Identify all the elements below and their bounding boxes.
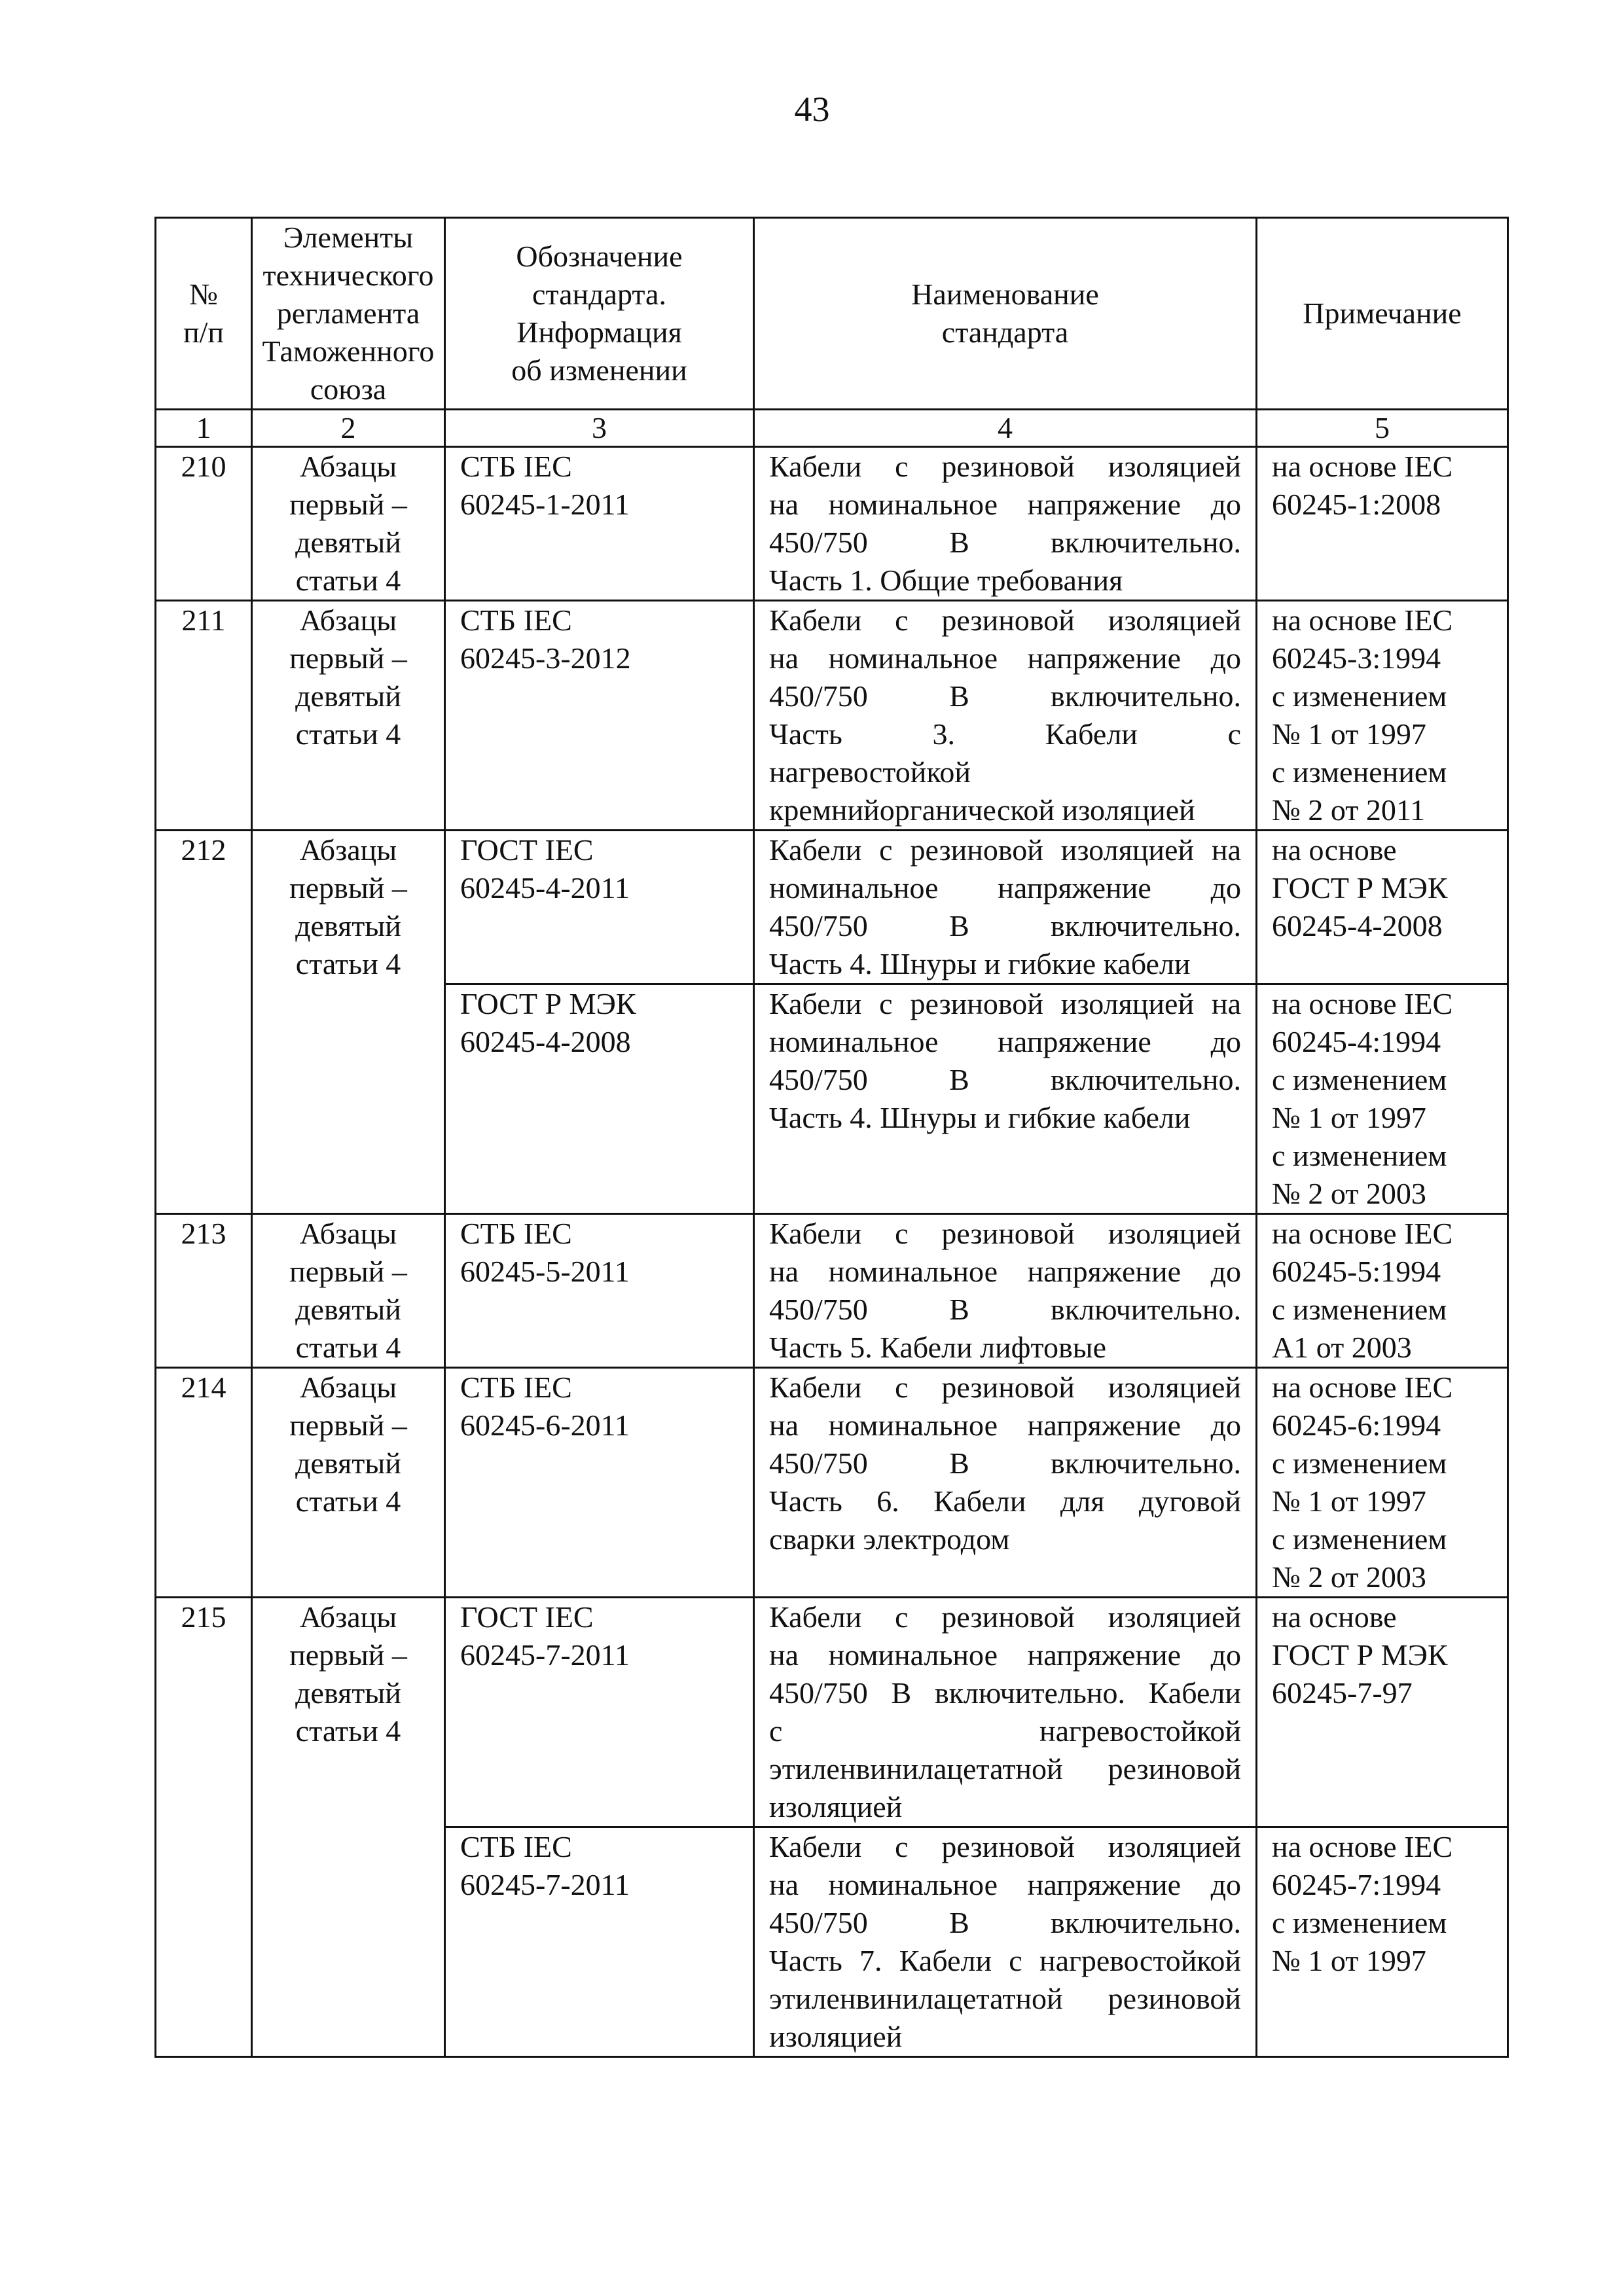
standard-note bbox=[1257, 1827, 1508, 2057]
note-line: № 2 от 2003 bbox=[1272, 1177, 1426, 1210]
row-number: 215 bbox=[156, 1598, 252, 2057]
name-line: на номинальное напряжение до bbox=[769, 1868, 1241, 1901]
column-number: 1 bbox=[156, 410, 252, 447]
name-line: с нагревостойкой bbox=[769, 1714, 1241, 1748]
standard-name bbox=[754, 1827, 1257, 2057]
note-line: № 1 от 1997 bbox=[1272, 1944, 1426, 1977]
name-line: изоляцией bbox=[769, 1790, 903, 1823]
elements-line: Абзацы bbox=[299, 1371, 397, 1404]
note-line: № 2 от 2011 bbox=[1272, 793, 1426, 827]
standard-name bbox=[754, 447, 1257, 601]
note-line: на основе IEC bbox=[1272, 987, 1453, 1020]
elements-line: статьи 4 bbox=[295, 1714, 401, 1748]
name-line: на номинальное напряжение до bbox=[769, 641, 1241, 675]
note-line: ГОСТ Р МЭК bbox=[1272, 1638, 1448, 1672]
note-line: с изменением bbox=[1272, 1906, 1447, 1939]
elements-line: первый – bbox=[289, 1638, 407, 1672]
note-line: на основе IEC bbox=[1272, 1371, 1453, 1404]
header-num bbox=[156, 218, 252, 410]
designation-line: 60245-4-2008 bbox=[460, 1025, 631, 1058]
elements-line: Абзацы bbox=[299, 1600, 397, 1634]
header-elements-line: технического bbox=[262, 259, 434, 292]
name-line: Кабели с резиновой изоляцией bbox=[769, 1371, 1241, 1404]
row-number: 213 bbox=[156, 1214, 252, 1368]
table-row bbox=[156, 1598, 1508, 1827]
note-line: 60245-7-97 bbox=[1272, 1676, 1413, 1710]
header-elements-line: Таможенного bbox=[262, 334, 435, 368]
column-number-row bbox=[156, 410, 1508, 447]
name-line: 450/750 В включительно. bbox=[769, 1293, 1241, 1326]
note-line: 60245-4:1994 bbox=[1272, 1025, 1441, 1058]
name-line: Часть 4. Шнуры и гибкие кабели bbox=[769, 947, 1191, 980]
name-line: этиленвинилацетатной резиновой bbox=[769, 1982, 1241, 2015]
column-number: 2 bbox=[252, 410, 445, 447]
note-line: ГОСТ Р МЭК bbox=[1272, 871, 1448, 905]
designation-line: 60245-1-2011 bbox=[460, 488, 630, 521]
designation-line: 60245-5-2011 bbox=[460, 1255, 630, 1288]
table-row bbox=[156, 831, 1508, 984]
note-line: 60245-6:1994 bbox=[1272, 1408, 1441, 1442]
designation-line: ГОСТ IEC bbox=[460, 833, 594, 867]
standard-name bbox=[754, 601, 1257, 831]
name-line: Кабели с резиновой изоляцией bbox=[769, 1600, 1241, 1634]
name-line: 450/750 В включительно. bbox=[769, 1906, 1241, 1939]
elements-line: первый – bbox=[289, 641, 407, 675]
name-line: Часть 3. Кабели с bbox=[769, 717, 1241, 751]
elements-line: первый – bbox=[289, 1408, 407, 1442]
standard-note bbox=[1257, 1368, 1508, 1598]
name-line: 450/750 В включительно. bbox=[769, 526, 1241, 559]
designation-line: СТБ IEC bbox=[460, 603, 572, 637]
row-number: 211 bbox=[156, 601, 252, 831]
name-line: на номинальное напряжение до bbox=[769, 488, 1241, 521]
name-line: сварки электродом bbox=[769, 1522, 1010, 1556]
elements-line: статьи 4 bbox=[295, 717, 401, 751]
note-line: на основе bbox=[1272, 1600, 1397, 1634]
header-row bbox=[156, 218, 1508, 410]
header-num-line: № bbox=[189, 278, 218, 311]
name-line: Часть 7. Кабели с нагревостойкой bbox=[769, 1944, 1241, 1977]
designation-line: СТБ IEC bbox=[460, 1830, 572, 1863]
page-number: 43 bbox=[794, 90, 830, 129]
name-line: Часть 6. Кабели для дуговой bbox=[769, 1484, 1241, 1518]
designation-line: 60245-4-2011 bbox=[460, 871, 630, 905]
table-row bbox=[156, 1368, 1508, 1598]
table-row bbox=[156, 447, 1508, 601]
table-row bbox=[156, 1214, 1508, 1368]
standard-note bbox=[1257, 831, 1508, 984]
standard-designation bbox=[445, 1598, 754, 1827]
elements-line: статьи 4 bbox=[295, 1484, 401, 1518]
standard-note bbox=[1257, 447, 1508, 601]
header-elements-line: союза bbox=[310, 372, 387, 406]
row-number: 210 bbox=[156, 447, 252, 601]
elements-line: первый – bbox=[289, 871, 407, 905]
header-elements-line: регламента bbox=[276, 296, 420, 330]
note-line: на основе IEC bbox=[1272, 1217, 1453, 1250]
standard-note bbox=[1257, 1598, 1508, 1827]
standard-designation bbox=[445, 1368, 754, 1598]
name-line: на номинальное напряжение до bbox=[769, 1638, 1241, 1672]
note-line: 60245-4-2008 bbox=[1272, 909, 1443, 942]
row-elements bbox=[252, 1214, 445, 1368]
name-line: 450/750 В включительно. bbox=[769, 1446, 1241, 1480]
standard-name bbox=[754, 1214, 1257, 1368]
header-elements-line: Элементы bbox=[283, 221, 414, 254]
name-line: изоляцией bbox=[769, 2020, 903, 2053]
column-number: 5 bbox=[1257, 410, 1508, 447]
name-line: Кабели с резиновой изоляцией bbox=[769, 1217, 1241, 1250]
standard-name bbox=[754, 831, 1257, 984]
name-line: этиленвинилацетатной резиновой bbox=[769, 1752, 1241, 1785]
header-note: Примечание bbox=[1257, 218, 1508, 410]
table-row bbox=[156, 601, 1508, 831]
name-line: номинальное напряжение до bbox=[769, 1025, 1241, 1058]
row-number: 214 bbox=[156, 1368, 252, 1598]
row-elements bbox=[252, 1368, 445, 1598]
elements-line: девятый bbox=[295, 1676, 401, 1710]
elements-line: девятый bbox=[295, 909, 401, 942]
designation-line: 60245-3-2012 bbox=[460, 641, 631, 675]
elements-line: девятый bbox=[295, 679, 401, 713]
elements-line: девятый bbox=[295, 526, 401, 559]
name-line: на номинальное напряжение до bbox=[769, 1408, 1241, 1442]
elements-line: статьи 4 bbox=[295, 564, 401, 597]
elements-line: Абзацы bbox=[299, 1217, 397, 1250]
header-designation-line: стандарта. bbox=[532, 278, 666, 311]
row-number: 212 bbox=[156, 831, 252, 1214]
name-line: Кабели с резиновой изоляцией на bbox=[769, 987, 1241, 1020]
row-elements bbox=[252, 447, 445, 601]
header-name-line: стандарта bbox=[941, 315, 1069, 349]
name-line: кремнийорганической изоляцией bbox=[769, 793, 1195, 827]
designation-line: СТБ IEC bbox=[460, 1371, 572, 1404]
name-line: Часть 1. Общие требования bbox=[769, 564, 1123, 597]
standard-designation bbox=[445, 1214, 754, 1368]
header-designation-line: Информация bbox=[516, 315, 682, 349]
name-line: Кабели с резиновой изоляцией bbox=[769, 450, 1241, 483]
note-line: № 1 от 1997 bbox=[1272, 1101, 1426, 1134]
elements-line: Абзацы bbox=[299, 450, 397, 483]
name-line: Кабели с резиновой изоляцией bbox=[769, 1830, 1241, 1863]
name-line: 450/750 В включительно. bbox=[769, 679, 1241, 713]
elements-line: статьи 4 bbox=[295, 1331, 401, 1364]
standard-note bbox=[1257, 984, 1508, 1214]
designation-line: СТБ IEC bbox=[460, 1217, 572, 1250]
standard-name bbox=[754, 1598, 1257, 1827]
elements-line: девятый bbox=[295, 1293, 401, 1326]
note-line: на основе IEC bbox=[1272, 603, 1453, 637]
row-elements bbox=[252, 601, 445, 831]
name-line: 450/750 В включительно. Кабели bbox=[769, 1676, 1241, 1710]
designation-line: СТБ IEC bbox=[460, 450, 572, 483]
note-line: 60245-3:1994 bbox=[1272, 641, 1441, 675]
standard-note bbox=[1257, 1214, 1508, 1368]
elements-line: статьи 4 bbox=[295, 947, 401, 980]
standard-designation bbox=[445, 984, 754, 1214]
designation-line: 60245-7-2011 bbox=[460, 1868, 630, 1901]
row-elements bbox=[252, 831, 445, 1214]
note-line: на основе IEC bbox=[1272, 1830, 1453, 1863]
name-line: 450/750 В включительно. bbox=[769, 1063, 1241, 1096]
elements-line: Абзацы bbox=[299, 603, 397, 637]
designation-line: 60245-7-2011 bbox=[460, 1638, 630, 1672]
standard-name bbox=[754, 984, 1257, 1214]
name-line: 450/750 В включительно. bbox=[769, 909, 1241, 942]
note-line: № 2 от 2003 bbox=[1272, 1560, 1426, 1594]
note-line: № 1 от 1997 bbox=[1272, 1484, 1426, 1518]
elements-line: первый – bbox=[289, 1255, 407, 1288]
column-number: 3 bbox=[445, 410, 754, 447]
standards-table bbox=[154, 217, 1509, 2058]
standard-note bbox=[1257, 601, 1508, 831]
elements-line: Абзацы bbox=[299, 833, 397, 867]
note-line: А1 от 2003 bbox=[1272, 1331, 1412, 1364]
column-number: 4 bbox=[754, 410, 1257, 447]
standard-designation bbox=[445, 831, 754, 984]
row-elements bbox=[252, 1598, 445, 2057]
note-line: с изменением bbox=[1272, 1293, 1447, 1326]
note-line: с изменением bbox=[1272, 1446, 1447, 1480]
header-designation bbox=[445, 218, 754, 410]
designation-line: ГОСТ Р МЭК bbox=[460, 987, 636, 1020]
note-line: с изменением bbox=[1272, 755, 1447, 789]
standard-designation bbox=[445, 447, 754, 601]
header-name-line: Наименование bbox=[911, 278, 1099, 311]
header-designation-line: Обозначение bbox=[516, 240, 683, 273]
standard-name bbox=[754, 1368, 1257, 1598]
standard-designation bbox=[445, 1827, 754, 2057]
note-line: 60245-7:1994 bbox=[1272, 1868, 1441, 1901]
header-designation-line: об изменении bbox=[511, 353, 687, 387]
note-line: на основе IEC bbox=[1272, 450, 1453, 483]
name-line: на номинальное напряжение до bbox=[769, 1255, 1241, 1288]
note-line: на основе bbox=[1272, 833, 1397, 867]
name-line: Кабели с резиновой изоляцией на bbox=[769, 833, 1241, 867]
designation-line: 60245-6-2011 bbox=[460, 1408, 630, 1442]
name-line: Кабели с резиновой изоляцией bbox=[769, 603, 1241, 637]
standard-designation bbox=[445, 601, 754, 831]
designation-line: ГОСТ IEC bbox=[460, 1600, 594, 1634]
note-line: с изменением bbox=[1272, 1063, 1447, 1096]
name-line: Часть 4. Шнуры и гибкие кабели bbox=[769, 1101, 1191, 1134]
note-line: № 1 от 1997 bbox=[1272, 717, 1426, 751]
note-line: 60245-1:2008 bbox=[1272, 488, 1441, 521]
name-line: номинальное напряжение до bbox=[769, 871, 1241, 905]
name-line: Часть 5. Кабели лифтовые bbox=[769, 1331, 1107, 1364]
note-line: с изменением bbox=[1272, 1522, 1447, 1556]
elements-line: первый – bbox=[289, 488, 407, 521]
note-line: с изменением bbox=[1272, 679, 1447, 713]
note-line: 60245-5:1994 bbox=[1272, 1255, 1441, 1288]
note-line: с изменением bbox=[1272, 1139, 1447, 1172]
name-line: нагревостойкой bbox=[769, 755, 971, 789]
header-num-line: п/п bbox=[183, 315, 224, 349]
header-elements bbox=[252, 218, 445, 410]
elements-line: девятый bbox=[295, 1446, 401, 1480]
header-name bbox=[754, 218, 1257, 410]
